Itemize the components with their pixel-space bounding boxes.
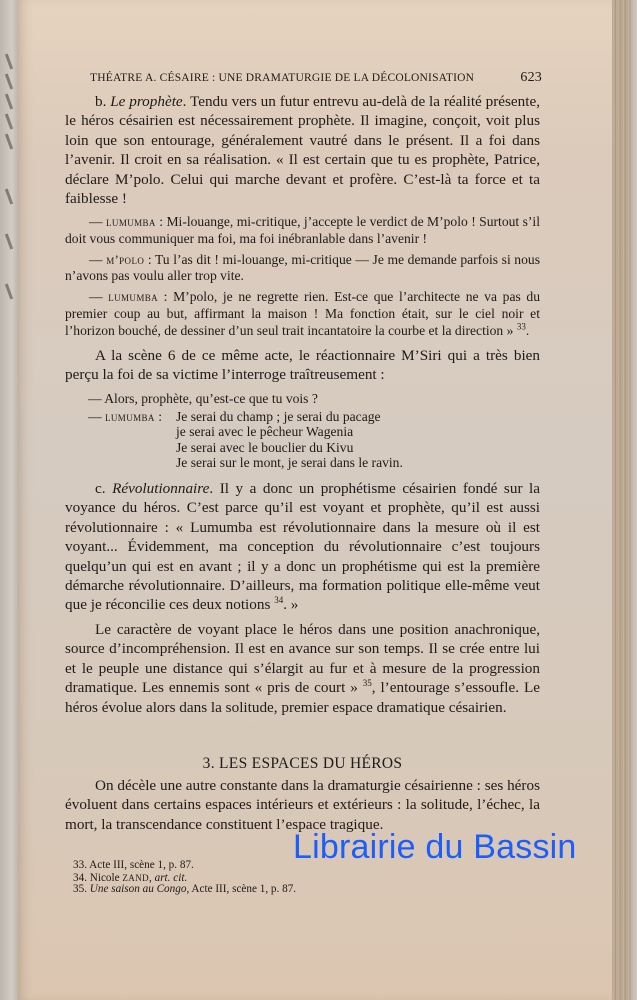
dash: — [88, 409, 105, 425]
footnote-ref-35[interactable]: 35 [362, 678, 372, 689]
section-3-heading: 3. LES ESPACES DU HÉROS [202, 755, 403, 772]
footnote-number: 35. [73, 883, 90, 896]
dialogue-line [65, 214, 540, 248]
section-b-text: . Tendu vers un futur entrevu au-delà de la réalité présente, le héros césairien est nécessairement prophète. Il imagine, conçoit, voit plus loin que son entourage, généralement vautré dans le présent. Il a foi dans l’avenir. Il croit en sa réalisation. « Il est certain que tu es prophète, Patrice, déclare M’polo. Celui qui marche devant et profère. C’est-là ta force et ta faiblesse ! [65, 93, 540, 208]
watermark-text: Librairie du Bassin [293, 828, 577, 866]
speaker-name: lumumba [106, 215, 156, 229]
separator: : [158, 289, 174, 305]
dialogue-block-2 [88, 391, 403, 470]
section-c-title: Révolutionnaire [112, 480, 210, 497]
footnote-number: 34. [73, 871, 90, 884]
dialogue-text: M’polo, je ne regrette rien. Est-ce que l’architecte ne va pas du premier coup au but, affirmant la maison ! Ma fonction était, sur le ciel noir et l’horizon bouché, de dessiner d’un seul trait incantatoire la courbe et la direction » [65, 289, 540, 338]
footnote-italic: art. cit. [154, 871, 188, 884]
footnote-text: , Acte III, scène 1, p. 87. [186, 883, 297, 896]
author-surname: zand [122, 869, 150, 884]
verse-line: Je serai sur le mont, je serai dans le ravin. [176, 454, 403, 470]
voyant-text-1: Le caractère de voyant place le héros dans une position anachronique, source d’incompréhension. Il est en avance sur son temps. Il se crée entre lui et le peuple une distance qui s’élargit au fur et à mesure de la progression dramatique. Les ennemis sont « pris de court » [65, 621, 540, 697]
dash: — [89, 214, 107, 229]
speaker-name: lumumba [108, 290, 159, 305]
verse-lines [176, 409, 403, 470]
separator: : [144, 251, 155, 267]
footnotes [73, 860, 296, 896]
running-head [90, 70, 542, 86]
footnote-33 [73, 860, 296, 872]
dialogue-text: Mi-louange, mi-critique, j’accepte le verdict de M’polo ! Surtout s’il doit vous communiquer ma foi, ma foi inébranlable dans l’avenir ! [65, 214, 540, 246]
separator: , [149, 871, 155, 884]
footnote-text: Nicole [89, 871, 123, 884]
page-stack-edge [612, 0, 637, 1000]
footnote-italic: Une saison au Congo [89, 883, 187, 896]
dash: — [89, 289, 109, 305]
section-c-label: c. [95, 480, 113, 497]
dialogue-text: Tu l’as dit ! mi-louange, mi-critique — Je me demande parfois si nous n’avons pas voulu aller trop vite. [65, 251, 540, 284]
scene6-text: A la scène 6 de ce même acte, le réactionnaire M’Siri qui a très bien perçu la foi de sa victime l’interroge traîtreusement : [65, 347, 540, 384]
punct: . » [283, 596, 299, 614]
section-c-text: . Il y a donc un prophétisme césairien fondé sur la voyance du héros. C’est parce qu’il est voyant et prophète, qu’il est aussi révolutionnaire : « Lumumba est révolutionnaire dans la mesure où il est voyant... Évidemment, ma conception du révolutionnaire c’est toujours quelqu’un qui est en avant ; il y a donc un prophétisme qui est la première démarche révolutionnaire. D’ailleurs, ma formation politique elle-même veut que je réconcilie ces deux notions [65, 480, 540, 614]
punct: . [525, 322, 530, 338]
dialogue-line [65, 289, 540, 339]
verse-line: Je serai du champ ; je serai du pacage [176, 409, 381, 425]
section-3-text: On décèle une autre constante dans la dramaturgie césairienne : ses héros évoluent dans certains espaces intérieurs et extérieurs : la solitude, l’échec, la mort, la transcendance constituent l’espace tragique. [65, 777, 540, 833]
footnote-number: 33. [73, 859, 90, 871]
scene6-paragraph [65, 346, 540, 385]
voyant-paragraph [65, 620, 540, 717]
speaker-name: m’polo [106, 252, 145, 267]
section-3-paragraph [65, 776, 540, 834]
footnote-ref-33[interactable]: 33 [516, 321, 526, 332]
speaker-name: lumumba [105, 410, 155, 425]
section-c-paragraph [65, 479, 540, 615]
footnote-ref-34[interactable]: 34 [274, 595, 284, 606]
footnote-35 [73, 884, 296, 896]
verse-line: je serai avec le pêcheur Wagenia [176, 424, 354, 440]
question-line: — Alors, prophète, qu’est-ce que tu vois ? [88, 391, 318, 406]
dialogue-block-1 [65, 214, 540, 344]
voyant-text-2: , l’entourage s’essoufle. Le héros évolue alors dans la solitude, premier espace dramatique césairien. [65, 679, 541, 716]
verse-line: Je serai avec le bouclier du Kivu [176, 439, 354, 455]
page-number: 623 [520, 70, 542, 85]
footnote-text: Acte III, scène 1, p. 87. [89, 859, 194, 871]
separator: : [155, 214, 167, 229]
dialogue-line [65, 252, 540, 286]
section-b-label: b. [95, 93, 111, 110]
speaker-label [88, 409, 176, 470]
separator: : [154, 409, 162, 425]
section-b-title: Le prophète [110, 93, 183, 110]
dash: — [89, 251, 107, 267]
section-b-paragraph [65, 92, 540, 208]
running-head-title: THÉATRE A. CÉSAIRE : UNE DRAMATURGIE DE LA DÉCOLONISATION [90, 72, 475, 84]
adjacent-page-edge [0, 0, 20, 1000]
